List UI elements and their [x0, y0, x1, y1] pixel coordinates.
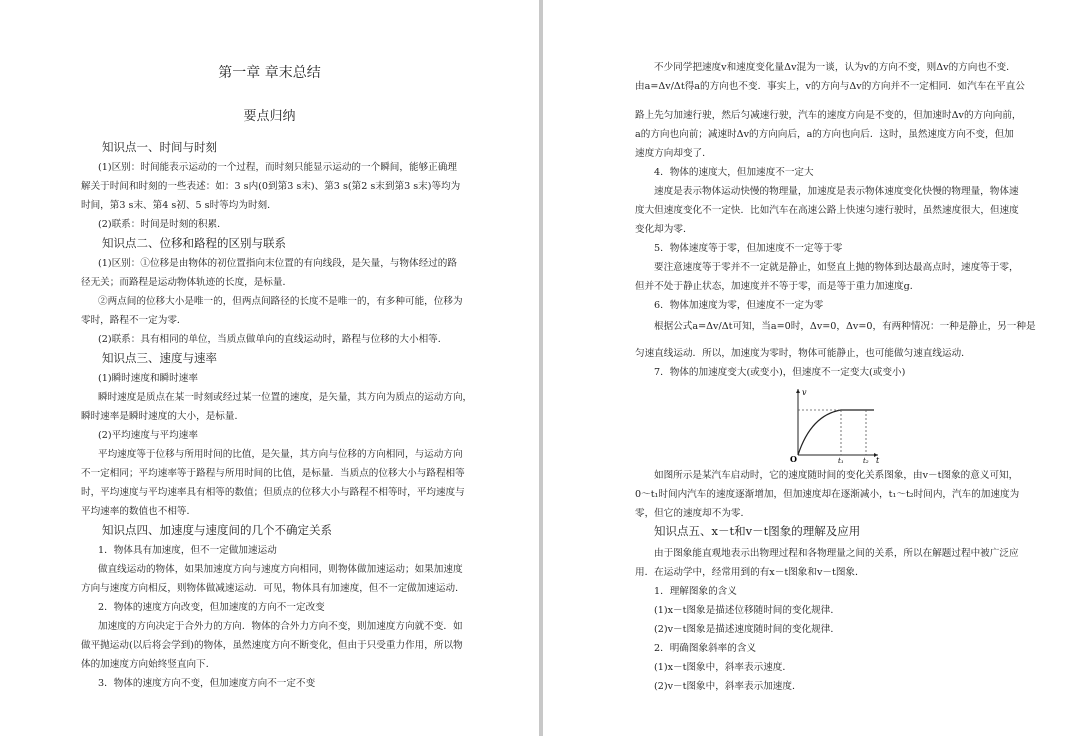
paragraph-line: 不少同学把速度v和速度变化量Δv混为一谈，认为v的方向不变，则Δv的方向也不变． — [654, 62, 1016, 73]
paragraph-line: (1)瞬时速度和瞬时速率 — [98, 373, 198, 384]
paragraph-line: 体的加速度方向始终竖直向下． — [81, 659, 216, 670]
knowledge-heading: 知识点五、x－t和v－t图象的理解及应用 — [654, 524, 861, 538]
paragraph-line: 速度是表示物体运动快慢的物理量，加速度是表示物体速度变化快慢的物理量，物体速 — [654, 186, 1019, 197]
paragraph-line: 解关于时间和时刻的一些表述：如：3 s内(0到第3 s末)、第3 s(第2 s末到第3 s末)等均为 — [81, 181, 461, 192]
paragraph-line: 用．在运动学中，经常用到的有x－t图象和v－t图象． — [635, 567, 865, 578]
paragraph-line: 7．物体的加速度变大(或变小)，但速度不一定变大(或变小) — [654, 367, 906, 378]
paragraph-line: (2)v－t图象是描述速度随时间的变化规律． — [654, 624, 840, 635]
paragraph-line: (1)区别：时间能表示运动的一个过程，而时刻只能显示运动的一个瞬间，能够正确理 — [98, 162, 457, 173]
paragraph-line: 加速度的方向决定于合外力的方向．物体的合外力方向不变，则加速度方向就不变．如 — [98, 621, 463, 632]
paragraph-line: 瞬时速率是瞬时速度的大小，是标量． — [81, 411, 245, 422]
section-subtitle: 要点归纳 — [243, 109, 296, 124]
t1-label: t₁ — [838, 457, 844, 465]
paragraph-line: 0～t₁时间内汽车的速度逐渐增加，但加速度却在逐渐减小，t₁～t₂时间内，汽车的加速度为 — [635, 489, 1020, 500]
paragraph-line: 瞬时速度是质点在某一时刻或经过某一位置的速度，是矢量，其方向为质点的运动方向， — [98, 392, 473, 403]
paragraph-line: 但并不处于静止状态，加速度并不等于零，而是等于重力加速度g． — [635, 281, 920, 292]
paragraph-line: 零，但它的速度却不为零． — [635, 508, 751, 519]
paragraph-line: 由于图象能直观地表示出物理过程和各物理量之间的关系，所以在解题过程中被广泛应 — [654, 548, 1019, 559]
paragraph-line: 方向与速度方向相反，则物体做减速运动．可见，物体具有加速度，但不一定做加速运动． — [81, 583, 465, 594]
paragraph-line: 2．明确图象斜率的含义 — [654, 643, 757, 654]
paragraph-line: 5．物体速度等于零，但加速度不一定等于零 — [654, 243, 843, 254]
left-page — [0, 0, 539, 736]
paragraph-line: (1)区别：①位移是由物体的初位置指向末位置的有向线段，是矢量，与物体经过的路 — [98, 258, 457, 269]
paragraph-line: (1)x－t图象是描述位移随时间的变化规律． — [654, 605, 840, 616]
paragraph-line: 6．物体加速度为零，但速度不一定为零 — [654, 300, 824, 311]
knowledge-heading: 知识点二、位移和路程的区别与联系 — [102, 236, 286, 250]
paragraph-line: 匀速直线运动．所以，加速度为零时，物体可能静止，也可能做匀速直线运动． — [635, 348, 971, 359]
paragraph-line: (2)平均速度与平均速率 — [98, 430, 198, 441]
t-axis-label: t — [876, 456, 880, 465]
knowledge-heading: 知识点一、时间与时刻 — [102, 140, 217, 154]
paragraph-line: 速度方向却变了． — [635, 148, 712, 159]
t2-label: t₂ — [863, 457, 869, 465]
paragraph-line: 变化却为零． — [635, 224, 693, 235]
paragraph-line: (1)x－t图象中，斜率表示速度． — [654, 662, 792, 673]
paragraph-line: 由a=Δv/Δt得a的方向也不变．事实上，v的方向与Δv的方向并不一定相同．如汽车在平直公 — [635, 81, 1025, 92]
paragraph-line: 路上先匀加速行驶，然后匀减速行驶，汽车的速度方向是不变的，但加速时Δv的方向向前， — [635, 110, 1022, 121]
paragraph-line: 根据公式a=Δv/Δt可知，当a=0时，Δv=0，Δv=0，有两种情况：一种是静止，另一种是 — [654, 321, 1036, 332]
paragraph-line: a的方向也向前；减速时Δv的方向向后，a的方向也向后．这时，虽然速度方向不变，但加 — [635, 129, 1014, 140]
paragraph-line: 2．物体的速度方向改变，但加速度的方向不一定改变 — [98, 602, 325, 613]
velocity-time-graph — [786, 383, 886, 465]
knowledge-heading: 知识点四、加速度与速度间的几个不确定关系 — [102, 523, 332, 537]
paragraph-line: 时间，第3 s末、第4 s初、5 s时等均为时刻． — [81, 200, 277, 211]
v-axis-arrow — [796, 389, 800, 393]
paragraph-line: 度大但速度变化不一定快．比如汽车在高速公路上快速匀速行驶时，虽然速度很大，但速度 — [635, 205, 1019, 216]
origin-label: O — [790, 454, 797, 464]
paragraph-line: 3．物体的速度方向不变，但加速度方向不一定不变 — [98, 678, 316, 689]
knowledge-heading: 知识点三、速度与速率 — [102, 351, 217, 365]
paragraph-line: (2)v－t图象中，斜率表示加速度． — [654, 681, 802, 692]
chapter-title: 第一章 章末总结 — [218, 65, 321, 81]
paragraph-line: 做直线运动的物体，如果加速度方向与速度方向相同，则物体做加速运动；如果加速度 — [98, 564, 463, 575]
paragraph-line: 4．物体的速度大，但加速度不一定大 — [654, 167, 814, 178]
paragraph-line: 零时，路程不一定为零． — [81, 315, 187, 326]
paragraph-line: 如图所示是某汽车启动时，它的速度随时间的变化关系图象，由v－t图象的意义可知， — [654, 470, 1019, 481]
paragraph-line: ②两点间的位移大小是唯一的，但两点间路径的长度不是唯一的，有多种可能，位移为 — [98, 296, 463, 307]
paragraph-line: 不一定相同；平均速率等于路程与所用时间的比值，是标量．当质点的位移大小与路程相等 — [81, 468, 465, 479]
paragraph-line: 径无关；而路程是运动物体轨迹的长度，是标量． — [81, 277, 293, 288]
paragraph-line: 1．理解图象的含义 — [654, 586, 737, 597]
paragraph-line: 1．物体具有加速度，但不一定做加速运动 — [98, 545, 277, 556]
velocity-curve — [798, 410, 874, 455]
paragraph-line: 做平抛运动(以后将会学到)的物体，虽然速度方向不断变化，但由于只受重力作用，所以物 — [81, 640, 463, 651]
paragraph-line: 平均速率的数值也不相等． — [81, 506, 197, 517]
paragraph-line: (2)联系：时间是时刻的积累． — [98, 219, 227, 230]
paragraph-line: 时，平均速度与平均速率具有相等的数值；但质点的位移大小与路程不相等时，平均速度与 — [81, 487, 465, 498]
paragraph-line: 要注意速度等于零并不一定就是静止，如竖直上抛的物体到达最高点时，速度等于零， — [654, 262, 1019, 273]
paragraph-line: (2)联系：具有相同的单位，当质点做单向的直线运动时，路程与位移的大小相等． — [98, 334, 448, 345]
v-axis-label: v — [802, 388, 807, 397]
paragraph-line: 平均速度等于位移与所用时间的比值，是矢量，其方向与位移的方向相同，与运动方向 — [98, 449, 463, 460]
right-page — [543, 0, 1080, 736]
